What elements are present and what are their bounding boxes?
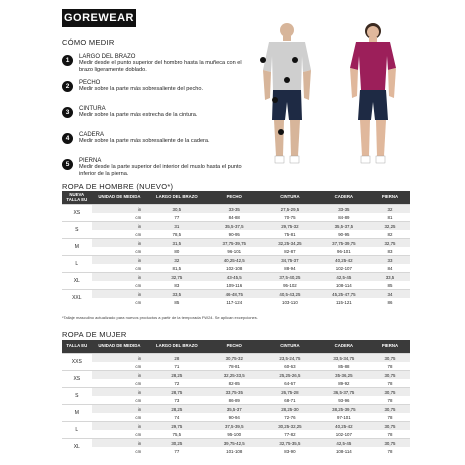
measurement-cell: 115-121 — [335, 299, 352, 305]
measurement-cell: 30,75 — [370, 371, 410, 380]
measurement-cell: 80 — [174, 248, 180, 254]
measure-step — [62, 132, 242, 152]
measurement-cell: 35,5-37 — [206, 405, 262, 414]
table-row — [62, 430, 410, 439]
table-row — [62, 290, 410, 299]
unit-cell: in — [92, 422, 148, 431]
step-number-badge: 2 — [62, 81, 73, 92]
column-header: PECHO — [206, 340, 262, 354]
measurement-cell: 78 — [387, 431, 393, 437]
size-label: XS — [62, 371, 92, 388]
measurement-cell: 37,5-39,5 — [206, 422, 262, 431]
measurement-cell: 32,75 — [370, 239, 410, 248]
measurement-cell: 33 — [370, 256, 410, 265]
size-label: M — [62, 239, 92, 256]
measurement-cell: 84-89 — [338, 214, 350, 220]
measurement-cell: 46-48,75 — [206, 290, 262, 299]
size-label: XS — [62, 205, 92, 222]
table-row — [62, 298, 410, 306]
measurement-cell: 42,5-45 — [318, 273, 370, 282]
table-row — [62, 239, 410, 248]
table-row — [62, 222, 410, 231]
table-row — [62, 213, 410, 222]
table-row — [62, 388, 410, 397]
measurement-cell: 34 — [370, 290, 410, 299]
men-footnote: *Tallaje masculino actualizado para nuevos productos a partir de la temporada FW24. Se aplican excepciones. — [62, 315, 258, 320]
size-label: XXL — [62, 290, 92, 307]
table-row — [62, 264, 410, 273]
measurement-cell: 95-102 — [283, 282, 297, 288]
measurement-cell: 33,5 — [370, 273, 410, 282]
measurement-cell: 78,5 — [172, 231, 182, 237]
unit-cell: cm — [135, 380, 142, 386]
unit-cell: in — [92, 290, 148, 299]
measurement-cell: 31,5 — [147, 239, 206, 248]
measurement-cell: 32 — [370, 205, 410, 214]
measurement-cell: 77-82 — [284, 431, 296, 437]
measurement-cell: 30,75 — [370, 405, 410, 414]
step-name: LARGO DEL BRAZO — [79, 54, 136, 60]
measurement-cell: 78 — [387, 448, 393, 454]
measurement-cell: 97-101 — [337, 414, 351, 420]
measurement-cell: 71 — [174, 363, 180, 369]
measurement-cell: 33-35 — [206, 205, 262, 214]
women-section-title: ROPA DE MUJER — [62, 330, 127, 339]
step-number-badge: 4 — [62, 133, 73, 144]
unit-cell: cm — [135, 299, 142, 305]
measurement-cell: 70-75 — [284, 214, 296, 220]
measurement-cell: 30,75 — [370, 354, 410, 363]
column-header: LARGO DEL BRAZO — [147, 191, 206, 205]
unit-cell: cm — [135, 248, 142, 254]
measurement-cell: 95-100 — [227, 431, 242, 437]
measurement-cell: 30,5 — [147, 205, 206, 214]
measurement-cell: 37,5-40,25 — [262, 273, 318, 282]
measurement-cell: 30,75 — [370, 422, 410, 431]
measurement-cell: 33,5 — [147, 290, 206, 299]
unit-cell: cm — [135, 431, 142, 437]
measurement-cell: 28,25 — [147, 405, 206, 414]
measurement-cell: 90-95 — [338, 231, 350, 237]
table-row — [62, 256, 410, 265]
measurement-cell: 75-81 — [284, 231, 296, 237]
measurement-cell: 93-96 — [338, 397, 350, 403]
step-name: CINTURA — [79, 106, 106, 112]
measurement-cell: 78 — [387, 414, 393, 420]
measurement-cell: 31 — [147, 222, 206, 231]
measurement-cell: 30,75-32 — [206, 354, 262, 363]
column-header: NUEVA TALLA EU — [62, 191, 92, 205]
unit-cell: cm — [135, 231, 142, 237]
column-header: CINTURA — [262, 340, 318, 354]
table-row — [62, 273, 410, 282]
column-header: TALLA EU — [62, 340, 92, 354]
unit-cell: in — [92, 222, 148, 231]
unit-cell: cm — [135, 397, 142, 403]
measurement-cell: 84 — [387, 265, 393, 271]
measurement-cell: 82-87 — [284, 248, 296, 254]
how-to-measure-title: CÓMO MEDIR — [62, 38, 115, 47]
measurement-cell: 102-107 — [335, 431, 352, 437]
measurement-cell: 108-114 — [335, 282, 352, 288]
measurement-cell: 68-71 — [284, 397, 296, 403]
measurement-cell: 40,25-42 — [318, 256, 370, 265]
measurement-cell: 83 — [387, 248, 393, 254]
measure-step — [62, 54, 242, 74]
table-row — [62, 247, 410, 256]
column-header: UNIDAD DE MEDIDA — [92, 191, 148, 205]
measurement-cell: 78 — [387, 363, 393, 369]
measurement-cell: 83-90 — [284, 448, 296, 454]
size-label: L — [62, 422, 92, 439]
table-row — [62, 362, 410, 371]
unit-cell: in — [92, 205, 148, 214]
step-description: Medir sobre la parte más sobresaliente de la cadera. — [79, 138, 210, 145]
table-row — [62, 230, 410, 239]
measurement-cell: 81 — [387, 214, 393, 220]
measurement-cell: 88-94 — [284, 265, 296, 271]
measurement-cell: 32,75 — [147, 273, 206, 282]
column-header: PIERNA — [370, 191, 410, 205]
measurement-cell: 90-95 — [228, 231, 240, 237]
measurement-cell: 102-108 — [226, 265, 243, 271]
male-figure-illustration — [245, 20, 330, 170]
measurement-cell: 109-116 — [226, 282, 243, 288]
measurement-cell: 40,25-42,5 — [206, 256, 262, 265]
measurement-cell: 60-63 — [284, 363, 296, 369]
measurement-cell: 30,75 — [370, 388, 410, 397]
measurement-cell: 38,25-39,75 — [318, 405, 370, 414]
measurement-cell: 35-36,25 — [318, 371, 370, 380]
size-label: L — [62, 256, 92, 273]
measurement-cell: 45,25-47,75 — [318, 290, 370, 299]
column-header: CADERA — [318, 340, 370, 354]
measurement-cell: 30,25-32,25 — [262, 422, 318, 431]
measurement-cell: 86 — [387, 299, 393, 305]
measurement-cell: 37,75-39,75 — [318, 239, 370, 248]
column-header: CINTURA — [262, 191, 318, 205]
measurement-cell: 23,5-24,75 — [262, 354, 318, 363]
measurement-cell: 84-88 — [228, 214, 240, 220]
unit-cell: cm — [135, 414, 142, 420]
table-row — [62, 379, 410, 388]
measurement-cell: 33,5-34,75 — [318, 354, 370, 363]
size-label: M — [62, 405, 92, 422]
column-header: LARGO DEL BRAZO — [147, 340, 206, 354]
measurement-cell: 103-110 — [282, 299, 298, 305]
measurement-cell: 29,75-32 — [262, 222, 318, 231]
size-label: XL — [62, 273, 92, 290]
measurement-cell: 35,5-37,5 — [206, 222, 262, 231]
measurement-cell: 77 — [174, 214, 180, 220]
size-label: XL — [62, 439, 92, 456]
table-row — [62, 439, 410, 448]
table-row — [62, 447, 410, 455]
column-header: PECHO — [206, 191, 262, 205]
measurement-cell: 43-45,5 — [206, 273, 262, 282]
female-figure-illustration — [330, 20, 415, 170]
unit-cell: in — [92, 256, 148, 265]
unit-cell: in — [92, 239, 148, 248]
table-row — [62, 354, 410, 363]
measurement-cell: 117-124 — [226, 299, 243, 305]
measurement-cell: 27,5-29,5 — [262, 205, 318, 214]
measure-step — [62, 158, 242, 178]
column-header: UNIDAD DE MEDIDA — [92, 340, 148, 354]
unit-cell: cm — [135, 282, 142, 288]
unit-cell: in — [92, 439, 148, 448]
unit-cell: in — [92, 371, 148, 380]
unit-cell: cm — [135, 448, 142, 454]
measure-step — [62, 80, 242, 100]
measurement-cell: 28,75 — [147, 388, 206, 397]
measurement-cell: 35,5-37,5 — [318, 222, 370, 231]
measurement-cell: 32,75-35,5 — [262, 439, 318, 448]
unit-cell: in — [92, 405, 148, 414]
unit-cell: in — [92, 388, 148, 397]
measurement-cell: 78 — [387, 380, 393, 386]
measure-steps — [62, 54, 242, 184]
table-header-row — [62, 340, 410, 354]
measurement-cell: 40,5-43,25 — [262, 290, 318, 299]
step-number-badge: 3 — [62, 107, 73, 118]
measurement-cell: 33-35 — [318, 205, 370, 214]
measurement-cell: 36,5-37,75 — [318, 388, 370, 397]
measurement-cell: 25,25-26,5 — [262, 371, 318, 380]
table-row — [62, 413, 410, 422]
step-description: Medir sobre la parte más sobresaliente del pecho. — [79, 86, 204, 93]
table-row — [62, 281, 410, 290]
unit-cell: cm — [135, 214, 142, 220]
table-header-row — [62, 191, 410, 205]
unit-cell: in — [92, 354, 148, 363]
table-row — [62, 396, 410, 405]
measurement-cell: 85 — [174, 299, 180, 305]
measurement-cell: 28,25 — [147, 371, 206, 380]
unit-cell: in — [92, 273, 148, 282]
measurement-cell: 82 — [387, 231, 393, 237]
step-description: Medir desde la parte superior del interior del muslo hasta el punto inferior de la pierna. — [79, 164, 242, 177]
measurement-cell: 34,75-37 — [262, 256, 318, 265]
measurement-cell: 108-114 — [335, 448, 352, 454]
men-size-table — [62, 191, 410, 306]
men-section-title: ROPA DE HOMBRE (NUEVO*) — [62, 182, 174, 191]
measurement-cell: 81,5 — [172, 265, 182, 271]
measurement-cell: 72 — [174, 380, 180, 386]
step-name: PECHO — [79, 80, 101, 86]
measurement-cell: 83 — [174, 282, 180, 288]
table-row — [62, 205, 410, 214]
unit-cell: cm — [135, 265, 142, 271]
step-number-badge: 5 — [62, 159, 73, 170]
measurement-cell: 30,75 — [370, 439, 410, 448]
table-row — [62, 422, 410, 431]
measurement-cell: 26,75-28 — [262, 388, 318, 397]
measurement-cell: 96-101 — [227, 248, 242, 254]
measurement-cell: 82-85 — [228, 380, 240, 386]
measurement-cell: 42,5-45 — [318, 439, 370, 448]
measurement-cell: 73 — [174, 397, 180, 403]
step-name: CADERA — [79, 132, 105, 138]
step-description: Medir desde el punto superior del hombro hasta la muñeca con el brazo ligeramente doblado. — [79, 60, 242, 73]
table-row — [62, 405, 410, 414]
measurement-cell: 29,75 — [147, 422, 206, 431]
measurement-cell: 75,5 — [172, 431, 182, 437]
measurement-cell: 40,25-42 — [318, 422, 370, 431]
measurement-cell: 32,25-33,5 — [206, 371, 262, 380]
table-row — [62, 371, 410, 380]
women-size-table — [62, 340, 410, 455]
measure-step — [62, 106, 242, 126]
measurement-cell: 102-107 — [335, 265, 352, 271]
measurement-cell: 30,25 — [147, 439, 206, 448]
measurement-cell: 85 — [387, 282, 393, 288]
step-number-badge: 1 — [62, 55, 73, 66]
measurement-cell: 28 — [147, 354, 206, 363]
column-header: PIERNA — [370, 340, 410, 354]
measurement-cell: 90-94 — [228, 414, 240, 420]
unit-cell: cm — [135, 363, 142, 369]
measurement-cell: 101-108 — [226, 448, 243, 454]
measurement-cell: 78 — [387, 397, 393, 403]
measurement-cell: 86-89 — [228, 397, 240, 403]
size-label: S — [62, 388, 92, 405]
measurement-cell: 78-81 — [228, 363, 240, 369]
measurement-cell: 85-88 — [338, 363, 350, 369]
step-description: Medir sobre la parte más estrecha de la cintura. — [79, 112, 198, 119]
measurement-cell: 72-76 — [284, 414, 296, 420]
measurement-cell: 32 — [147, 256, 206, 265]
measurement-cell: 74 — [174, 414, 180, 420]
measurement-cell: 89-92 — [338, 380, 350, 386]
size-label: XXS — [62, 354, 92, 371]
measurement-cell: 33,75-35 — [206, 388, 262, 397]
measurement-cell: 32,25 — [370, 222, 410, 231]
gorewear-logo: GOREWEAR — [62, 9, 136, 27]
measurement-cell: 28,25-30 — [262, 405, 318, 414]
column-header: CADERA — [318, 191, 370, 205]
size-label: S — [62, 222, 92, 239]
step-name: PIERNA — [79, 158, 102, 164]
measurement-cell: 64-67 — [284, 380, 296, 386]
measurement-cell: 96-101 — [337, 248, 351, 254]
measurement-cell: 39,75-42,5 — [206, 439, 262, 448]
measurement-cell: 32,25-34,25 — [262, 239, 318, 248]
measurement-cell: 37,75-39,75 — [206, 239, 262, 248]
measurement-cell: 77 — [174, 448, 180, 454]
